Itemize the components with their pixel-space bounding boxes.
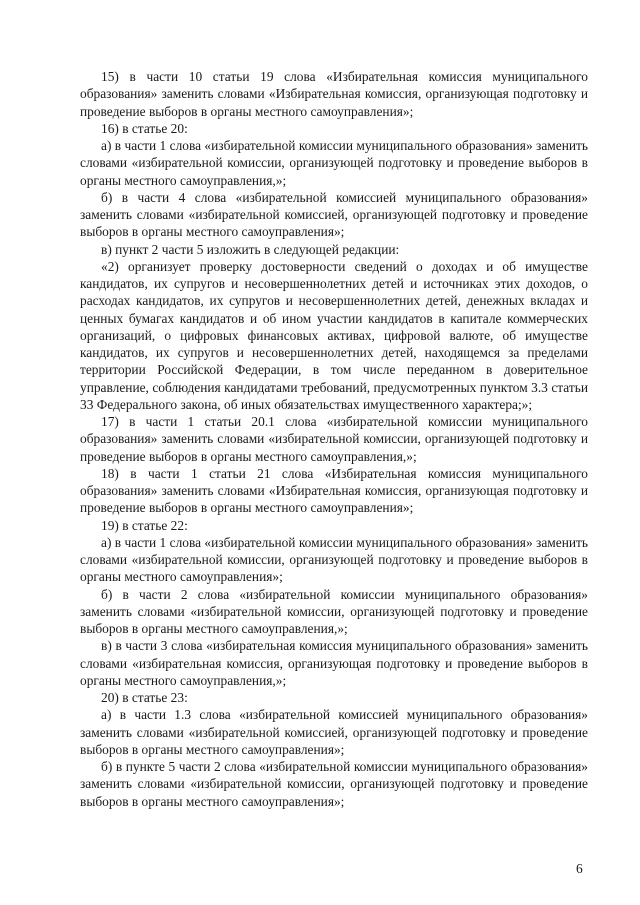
paragraph-item-20b: б) в пункте 5 части 2 слова «избирательной комиссии муниципального образования» заменить словами «избирательной комиссии, организующей подготовку и проведение выборов в органы местного самоуправления»; <box>80 759 588 809</box>
paragraph-item-17: 17) в части 1 статьи 20.1 слова «избирательной комиссии муниципального образования» заменить словами «избирательной комиссии, организующей подготовку и проведение выборов в органы местного самоуправления,»; <box>80 414 588 464</box>
paragraph-item-16: 16) в статье 20: <box>101 120 188 136</box>
paragraph-item-18: 18) в части 1 статьи 21 слова «Избирательная комиссия муниципального образования» заменить словами «Избирательная комиссия, организующая подготовку и проведение выборов в органы местного самоуправления»; <box>80 465 588 516</box>
paragraph-item-19v: в) в части 3 слова «избирательная комиссия муниципального образования» заменить словами «избирательная комиссия, организующая подготовку и проведение выборов в органы местного самоуправления,»; <box>80 638 588 688</box>
paragraph-item-19b: б) в части 2 слова «избирательной комиссии муниципального образования» заменить словами «избирательной комиссии, организующей подготовку и проведение выборов в органы местного самоуправления,»; <box>80 586 588 636</box>
page-number: 6 <box>576 861 583 876</box>
paragraph-item-20: 20) в статье 23: <box>101 690 188 705</box>
paragraph-item-19: 19) в статье 22: <box>101 517 188 533</box>
paragraph-item-16a: а) в части 1 слова «избирательной комиссии муниципального образования» заменить словами «избирательной комиссии, организующей подготовку и проведение выборов в органы местного самоуправления,»; <box>80 138 588 188</box>
paragraph-item-19a: а) в части 1 слова «избирательной комиссии муниципального образования» заменить словами «избирательной комиссии, организующей подготовку и проведение выборов в органы местного самоуправления»; <box>80 534 588 585</box>
paragraph-quoted-text: «2) организует проверку достоверности сведений о доходах и об имуществе кандидатов, их супругов и несовершеннолетних детей и источниках этих доходов, о расходах кандидатов, их супругов и несовершеннолетних детей, денежных вкладах и ценных бумагах кандидатов и об ином участии кандидатов в капитале коммерческих организаций, о цифровых финансовых активах, цифровой валюте, об имуществе кандидатов, их супругов и несовершеннолетних детей, находящемся за пределами территории Российской Федерации, в том числе переданном в доверительное управление, соблюдения кандидатами требований, предусмотренных пунктом 3.3 статьи 33 Федерального закона, об иных обязательствах имущественного характера;»; <box>80 258 588 412</box>
document-body <box>80 68 588 810</box>
paragraph-item-15: 15) в части 10 статьи 19 слова «Избирательная комиссия муниципального образования» заменить словами «Избирательная комиссия, организующая подготовку и проведение выборов в органы местного самоуправления»; <box>80 69 588 119</box>
paragraph-item-16b: б) в части 4 слова «избирательной комиссией муниципального образования» заменить словами «избирательной комиссией, организующей подготовку и проведение выборов в органы местного самоуправления»; <box>80 189 588 240</box>
paragraph-item-16v: в) пункт 2 части 5 изложить в следующей редакции: <box>101 241 400 257</box>
paragraph-item-20a: а) в части 1.3 слова «избирательной комиссией муниципального образования» заменить словами «избирательной комиссией, организующей подготовку и проведение выборов в органы местного самоуправления»; <box>80 707 588 757</box>
